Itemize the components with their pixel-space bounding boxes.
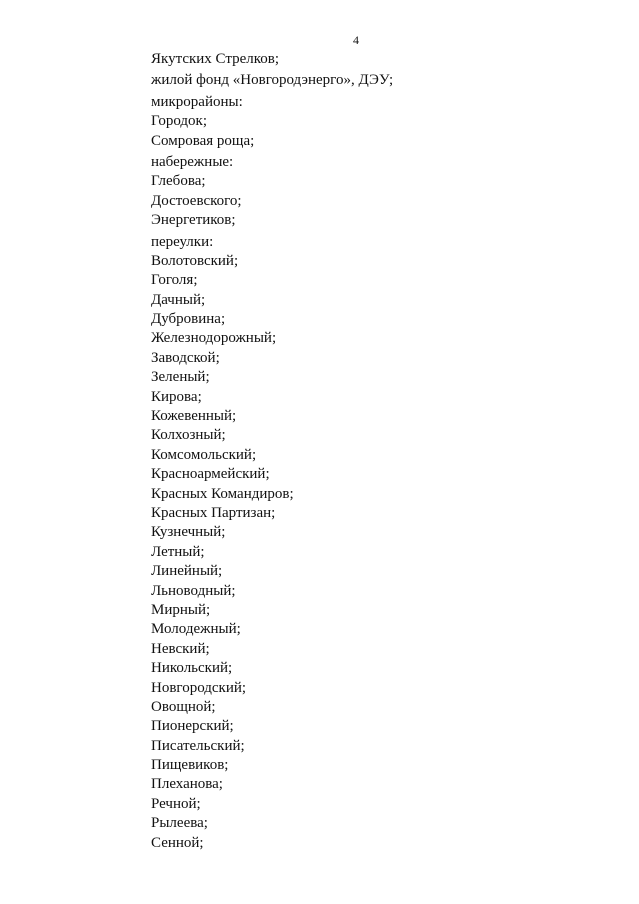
list-item: Речной; — [151, 795, 201, 812]
list-item: Кузнечный; — [151, 524, 226, 541]
list-item: Дубровина; — [151, 311, 226, 328]
page-number: 4 — [353, 33, 359, 47]
list-item: Новгородский; — [151, 679, 247, 696]
section-heading-embankments: набережные: — [151, 153, 234, 170]
list-item: Глебова; — [151, 173, 206, 190]
section-heading-lanes: переулки: — [151, 233, 214, 250]
list-item: Гоголя; — [151, 272, 198, 289]
document-body — [151, 50, 611, 853]
list-item: Городок; — [151, 113, 208, 130]
list-item: Плеханова; — [151, 776, 223, 793]
list-item: Овощной; — [151, 698, 216, 715]
list-item: Кожевенный; — [151, 408, 237, 425]
list-item: Красноармейский; — [151, 466, 270, 483]
list-item: Железнодорожный; — [151, 330, 277, 347]
list-item: Невский; — [151, 640, 210, 657]
list-item: Молодежный; — [151, 621, 241, 638]
list-item: Пионерский; — [151, 718, 234, 735]
list-item: Заводской; — [151, 349, 220, 366]
list-item: Достоевского; — [151, 192, 242, 209]
list-item: Писательский; — [151, 737, 245, 754]
list-item: Никольский; — [151, 660, 233, 677]
list-item: Пищевиков; — [151, 757, 229, 774]
list-item: Зеленый; — [151, 369, 210, 386]
list-item: Линейный; — [151, 563, 223, 580]
list-item: Рылеева; — [151, 815, 208, 832]
list-item: Мирный; — [151, 601, 211, 618]
text-line: жилой фонд «Новгородэнерго», ДЭУ; — [151, 72, 394, 89]
list-item: Льноводный; — [151, 582, 236, 599]
list-item: Сенной; — [151, 834, 204, 851]
section-heading-microdistricts: микрорайоны: — [151, 93, 243, 110]
list-item: Красных Партизан; — [151, 504, 276, 521]
list-item: Волотовский; — [151, 252, 239, 269]
list-item: Красных Командиров; — [151, 485, 294, 502]
list-item: Летный; — [151, 543, 205, 560]
text-line: Якутских Стрелков; — [151, 51, 280, 67]
list-item: Энергетиков; — [151, 212, 236, 229]
list-item: Дачный; — [151, 291, 206, 308]
list-item: Кирова; — [151, 388, 202, 405]
list-item: Сомровая роща; — [151, 132, 255, 149]
list-item: Комсомольский; — [151, 446, 257, 463]
list-item: Колхозный; — [151, 427, 226, 444]
